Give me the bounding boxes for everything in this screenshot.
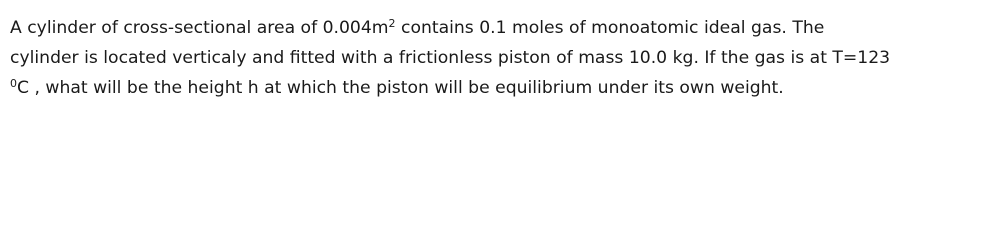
line1-text-end: contains 0.1 moles of monoatomic ideal gas. The (395, 18, 825, 38)
problem-line-1 (10, 13, 980, 43)
problem-line-2: cylinder is located verticaly and fitted with a frictionless piston of mass 10.0 kg. If the gas is at T=123 (10, 48, 891, 68)
line1-text-start: A cylinder of cross-sectional area of 0.004m (10, 18, 389, 38)
line3-text: C , what will be the height h at which the piston will be equilibrium under its own weight. (17, 78, 784, 98)
squared-superscript: 2 (388, 17, 396, 30)
degree-superscript: 0 (10, 77, 17, 90)
problem-line-3 (10, 73, 980, 103)
problem-text (10, 13, 980, 103)
